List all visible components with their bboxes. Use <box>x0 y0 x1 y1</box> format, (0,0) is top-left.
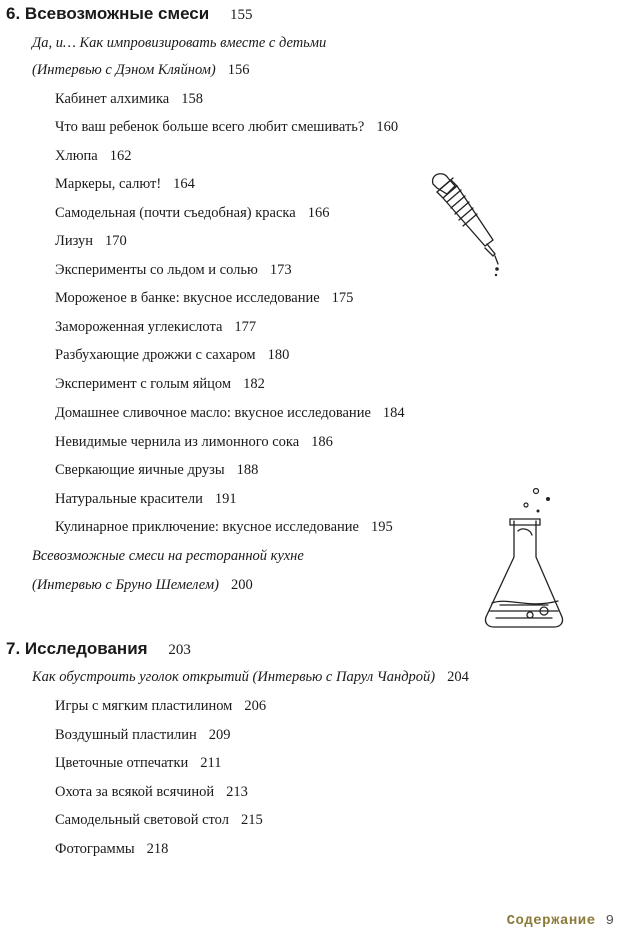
chapter-title: Всевозможные смеси <box>24 4 210 23</box>
toc-page: 160 <box>376 119 399 135</box>
toc-page: 164 <box>173 176 195 192</box>
toc-page: 211 <box>200 755 222 771</box>
toc-page: 156 <box>227 62 250 78</box>
toc-entry[interactable] <box>55 520 393 535</box>
toc-page: 180 <box>267 347 290 363</box>
toc-text: Самодельный световой стол <box>55 812 229 828</box>
toc-text: Игры с мягким пластилином <box>55 698 233 714</box>
toc-text: Эксперименты со льдом и солью <box>55 262 258 278</box>
toc-text: Хлюпа <box>55 148 98 164</box>
toc-text: Разбухающие дрожжи с сахаром <box>55 347 256 363</box>
toc-page: 158 <box>181 91 203 107</box>
chapter-7-heading[interactable] <box>6 640 191 658</box>
toc-interview-line[interactable] <box>32 549 304 564</box>
pipette-icon <box>425 168 505 278</box>
toc-page: 218 <box>146 841 169 857</box>
toc-entry[interactable] <box>55 320 256 335</box>
toc-page: 200 <box>230 577 253 593</box>
page-footer <box>507 913 614 929</box>
toc-page: 177 <box>234 319 257 335</box>
toc-text: Натуральные красители <box>55 491 203 507</box>
toc-page: 175 <box>331 290 354 306</box>
toc-page: 191 <box>214 491 237 507</box>
toc-text: Да, и… Как импровизировать вместе с детьми <box>32 35 327 51</box>
toc-entry[interactable] <box>55 463 258 478</box>
toc-entry[interactable] <box>55 728 231 743</box>
toc-page: 186 <box>311 434 333 450</box>
toc-page: 170 <box>105 233 127 249</box>
toc-entry[interactable] <box>55 149 132 164</box>
toc-entry[interactable] <box>55 785 248 800</box>
toc-text: Цветочные отпечатки <box>55 755 189 771</box>
toc-entry[interactable] <box>55 177 195 192</box>
toc-entry[interactable] <box>55 291 353 306</box>
chapter-title: Исследования <box>24 639 148 658</box>
toc-entry[interactable] <box>55 348 289 363</box>
toc-text: Охота за всякой всячиной <box>55 784 215 800</box>
toc-entry[interactable] <box>55 92 203 107</box>
toc-text: Эксперимент с голым яйцом <box>55 376 232 392</box>
toc-entry[interactable] <box>55 842 168 857</box>
toc-page: 173 <box>269 262 292 278</box>
toc-entry[interactable] <box>55 377 265 392</box>
toc-entry[interactable] <box>55 406 405 421</box>
toc-entry[interactable] <box>55 435 333 450</box>
toc-interview-line[interactable] <box>32 578 253 593</box>
toc-text: Фотограммы <box>55 841 135 857</box>
toc-text: (Интервью с Бруно Шемелем) <box>32 577 219 593</box>
toc-text: Кулинарное приключение: вкусное исследование <box>55 519 359 535</box>
toc-entry[interactable] <box>55 813 263 828</box>
toc-text: Что ваш ребенок больше всего любит смешивать? <box>55 119 365 135</box>
chapter-6-heading[interactable] <box>6 5 252 23</box>
toc-page: 213 <box>226 784 248 800</box>
toc-entry[interactable] <box>55 206 329 221</box>
toc-page: 206 <box>244 698 267 714</box>
toc-entry[interactable] <box>55 492 237 507</box>
toc-entry[interactable] <box>55 234 127 249</box>
chapter-page: 155 <box>229 7 253 23</box>
chapter-number: 6. <box>6 4 21 23</box>
toc-page: 182 <box>243 376 265 392</box>
toc-page: 184 <box>382 405 405 421</box>
toc-text: Кабинет алхимика <box>55 91 170 107</box>
toc-page: 215 <box>240 812 263 828</box>
toc-entry[interactable] <box>55 756 222 771</box>
toc-entry[interactable] <box>55 699 266 714</box>
toc-text: Как обустроить уголок открытий (Интервью с Парул Чандрой) <box>32 669 436 685</box>
toc-text: (Интервью с Дэном Кляйном) <box>32 62 216 78</box>
footer-label: Содержание <box>506 913 596 929</box>
toc-page: 166 <box>307 205 330 221</box>
flask-icon <box>478 485 573 635</box>
chapter-page: 203 <box>168 642 191 658</box>
toc-interview-line[interactable] <box>32 36 326 51</box>
toc-page: 188 <box>236 462 259 478</box>
toc-page: 162 <box>109 148 132 164</box>
page-number: 9 <box>605 913 614 929</box>
chapter-number: 7. <box>6 639 21 658</box>
toc-text: Замороженная углекислота <box>55 319 223 335</box>
toc-page: 195 <box>370 519 393 535</box>
toc-text: Мороженое в банке: вкусное исследование <box>55 290 320 306</box>
toc-text: Сверкающие яичные друзы <box>55 462 225 478</box>
toc-text: Невидимые чернила из лимонного сока <box>55 434 300 450</box>
toc-entry[interactable] <box>55 120 398 135</box>
toc-text: Всевозможные смеси на ресторанной кухне <box>32 548 304 564</box>
toc-text: Домашнее сливочное масло: вкусное исследование <box>55 405 371 421</box>
toc-text: Воздушный пластилин <box>55 727 197 743</box>
toc-text: Лизун <box>55 233 94 249</box>
toc-interview-line[interactable] <box>32 670 469 685</box>
toc-interview-line[interactable] <box>32 63 250 78</box>
toc-page: 209 <box>208 727 231 743</box>
toc-text: Маркеры, салют! <box>55 176 162 192</box>
toc-entry[interactable] <box>55 263 292 278</box>
toc-page: 204 <box>447 669 469 685</box>
toc-text: Самодельная (почти съедобная) краска <box>55 205 296 221</box>
